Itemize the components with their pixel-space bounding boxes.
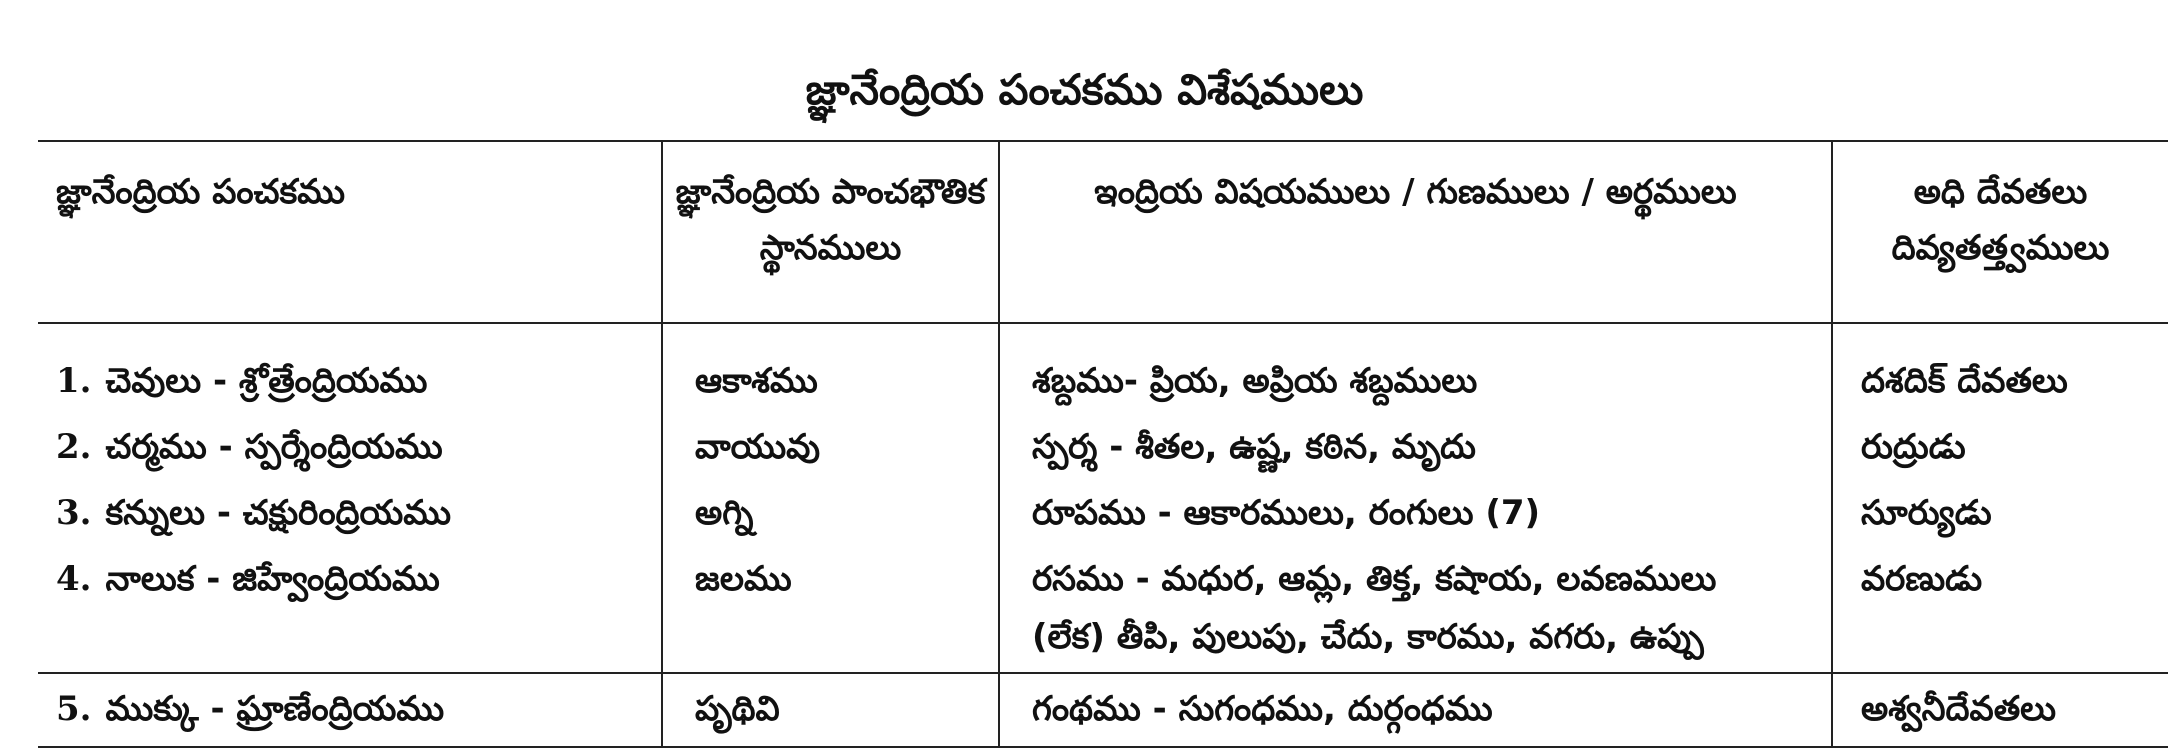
table-row bbox=[38, 323, 2168, 414]
cell-element: వాయువు bbox=[662, 414, 999, 480]
page-title: జ్ఞానేంద్రియ పంచకము విశేషములు bbox=[805, 65, 1364, 114]
cell-element: పృథివి bbox=[662, 673, 999, 747]
sense-organ-text: చర్మము - స్పర్శేంద్రియము bbox=[105, 427, 443, 467]
sense-organ-text: కన్నులు - చక్షురింద్రియము bbox=[105, 493, 452, 533]
sense-organ-text: చెవులు - శ్రోత్రేంద్రియము bbox=[105, 361, 428, 401]
header-elemental-seat bbox=[662, 141, 999, 323]
sense-organ-text: నాలుక - జిహ్వేంద్రియము bbox=[105, 559, 440, 599]
table-header-row bbox=[38, 141, 2168, 323]
header-presiding-deities-line2: దివ్యతత్త్వములు bbox=[1891, 228, 2110, 268]
quality-line2: (లేక) తీపి, పులుపు, చేదు, కారము, వగరు, ఉప్పు bbox=[1032, 617, 1704, 657]
header-sense-organs-label: జ్ఞానేంద్రియ పంచకము bbox=[56, 172, 345, 212]
row-number: 5. bbox=[56, 689, 92, 729]
cell-sense-organ bbox=[38, 480, 662, 546]
cell-sense-organ bbox=[38, 673, 662, 747]
cell-quality bbox=[999, 414, 1832, 480]
cell-deity: రుద్రుడు bbox=[1832, 414, 2168, 480]
table-row bbox=[38, 546, 2168, 673]
cell-element: అగ్ని bbox=[662, 480, 999, 546]
header-elemental-seat-line1: జ్ఞానేంద్రియ పాంచభౌతిక bbox=[675, 172, 986, 212]
cell-deity: సూర్యుడు bbox=[1832, 480, 2168, 546]
row-number: 4. bbox=[56, 559, 92, 599]
row-number: 3. bbox=[56, 493, 92, 533]
cell-sense-organ bbox=[38, 414, 662, 480]
cell-sense-organ bbox=[38, 546, 662, 673]
cell-deity: అశ్వనీదేవతలు bbox=[1832, 673, 2168, 747]
row-number: 1. bbox=[56, 361, 92, 401]
cell-element: ఆకాశము bbox=[662, 323, 999, 414]
quality-line1: శబ్దము- ప్రియ, అప్రియ శబ్దములు bbox=[1032, 361, 1478, 401]
sense-organ-text: ముక్కు - ఘ్రాణేంద్రియము bbox=[105, 689, 445, 729]
header-sense-organs bbox=[38, 141, 662, 323]
cell-quality bbox=[999, 546, 1832, 673]
quality-line1: స్పర్శ - శీతల, ఉష్ణ, కఠిన, మృదు bbox=[1032, 427, 1476, 467]
cell-quality bbox=[999, 323, 1832, 414]
cell-deity: వరణుడు bbox=[1832, 546, 2168, 673]
cell-element: జలము bbox=[662, 546, 999, 673]
header-sense-objects bbox=[999, 141, 1832, 323]
header-sense-objects-label: ఇంద్రియ విషయములు / గుణములు / అర్థములు bbox=[1094, 172, 1737, 212]
header-presiding-deities bbox=[1832, 141, 2168, 323]
senses-table bbox=[38, 140, 2168, 748]
row-number: 2. bbox=[56, 427, 92, 467]
table-row bbox=[38, 414, 2168, 480]
table-row bbox=[38, 673, 2168, 747]
cell-quality bbox=[999, 673, 1832, 747]
quality-line1: రూపము - ఆకారములు, రంగులు (7) bbox=[1032, 493, 1541, 533]
table-row bbox=[38, 480, 2168, 546]
cell-deity: దశదిక్ దేవతలు bbox=[1832, 323, 2168, 414]
header-elemental-seat-line2: స్థానములు bbox=[759, 228, 902, 268]
header-presiding-deities-line1: అధి దేవతలు bbox=[1913, 172, 2088, 212]
quality-line1: రసము - మధుర, ఆమ్ల, తిక్త, కషాయ, లవణములు bbox=[1032, 559, 1717, 599]
cell-quality bbox=[999, 480, 1832, 546]
cell-sense-organ bbox=[38, 323, 662, 414]
quality-line1: గంథము - సుగంధము, దుర్గంధము bbox=[1032, 689, 1493, 729]
